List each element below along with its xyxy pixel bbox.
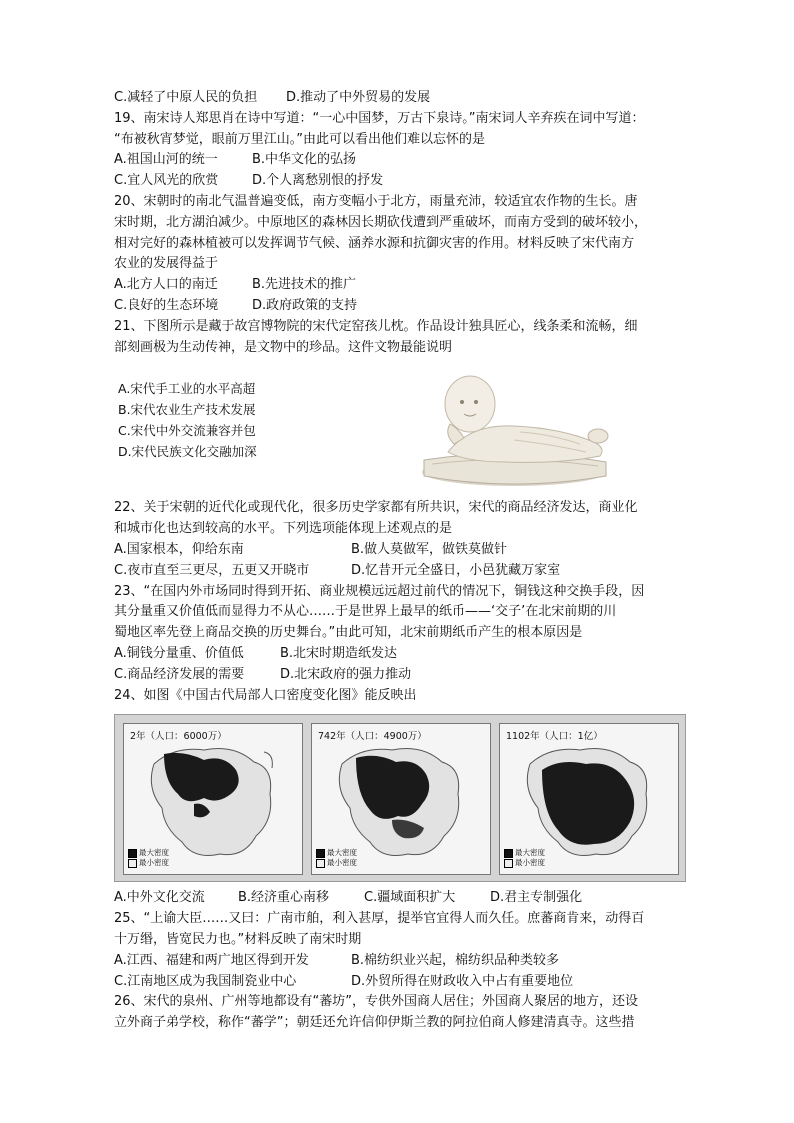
- map-title: 742年（人口：4900万）: [316, 727, 429, 748]
- q19-option-d: D.个人离愁别恨的抒发: [252, 173, 384, 189]
- q20-options-cd: [114, 296, 686, 317]
- legend-min-swatch: [128, 859, 137, 868]
- q18-option-c: C.减轻了中原人民的负担: [114, 90, 258, 105]
- q24-option-c: C.疆域面积扩大: [364, 890, 456, 906]
- q19-option-a: A.祖国山河的统一: [114, 152, 218, 168]
- q21-option-b: B.宋代农业生产技术发展: [118, 402, 256, 418]
- q20-options-ab: [114, 275, 686, 296]
- q22-option-d: D.忆昔开元全盛日，小邑犹藏万家室: [351, 562, 561, 578]
- legend-min-swatch: [504, 859, 513, 868]
- legend-min-swatch: [316, 859, 325, 868]
- q19-option-b: B.中华文化的弘扬: [252, 152, 357, 168]
- q23-option-a: A.铜钱分量重、价值低: [114, 645, 244, 661]
- q19-options-ab: [114, 150, 686, 171]
- q26-stem-line2: 立外商子弟学校，称作“蕃学”；朝廷还允许信仰伊斯兰教的阿拉伯商人修建清真寺。这些措: [114, 1015, 635, 1031]
- q25-option-d: D.外贸所得在财政收入中占有重要地位: [351, 973, 574, 989]
- q19-stem-line1: 19、南宋诗人郑思肖在诗中写道：“一心中国梦，万古下泉诗。”南宋词人辛弃疾在词中写道：: [114, 110, 645, 126]
- q21-option-d: D.宋代民族文化交融加深: [118, 444, 257, 460]
- q22-option-c: C.夜市直至三更尽，五更又开晓市: [114, 562, 310, 578]
- q21-stem-line1: 21、下图所示是藏于故宫博物院的宋代定窑孩儿枕。作品设计独具匠心，线条柔和流畅，细: [114, 318, 638, 334]
- legend-max-swatch: [316, 849, 325, 858]
- q25-options-ab: [114, 951, 686, 972]
- question-content: [114, 88, 686, 1034]
- map-legend: 最大密度 最小密度: [504, 848, 545, 868]
- q23-option-b: B.北宋时期造纸发达: [280, 645, 398, 661]
- q18-option-d: D.推动了中外贸易的发展: [286, 90, 431, 105]
- population-density-maps: [114, 714, 686, 882]
- q23-stem-line3: 蜀地区率先登上商品交换的历史舞台。”由此可知，北宋前期纸币产生的根本原因是: [114, 625, 583, 641]
- q20-stem-line4: 农业的发展得益于: [114, 256, 219, 272]
- q25-option-c: C.江南地区成为我国制瓷业中心: [114, 973, 297, 989]
- legend-max-swatch: [504, 849, 513, 858]
- q23-options-cd: [114, 665, 686, 686]
- q21-option-c: C.宋代中外交流兼容并包: [118, 423, 256, 439]
- q25-stem-line2: 十万缗，皆宽民力也。”材料反映了南宋时期: [114, 931, 362, 947]
- q24-option-d: D.君主专制强化: [490, 890, 583, 906]
- q25-option-a: A.江西、福建和两广地区得到开发: [114, 952, 309, 968]
- q19-stem-line2: “布被秋宵梦觉，眼前万里江山。”由此可以看出他们难以忘怀的是: [114, 131, 485, 147]
- q22-option-a: A.国家根本，仰给东南: [114, 541, 244, 557]
- map-legend: 最大密度 最小密度: [128, 848, 169, 868]
- legend-max-swatch: [128, 849, 137, 858]
- q22-stem-line2: 和城市化也达到较高的水平。下列选项能体现上述观点的是: [114, 521, 453, 537]
- map-year-1102: [499, 723, 679, 875]
- q23-option-d: D.北宋政府的强力推动: [280, 666, 412, 682]
- q22-option-b: B.做人莫做军，做铁莫做针: [351, 541, 508, 557]
- q22-options-cd: [114, 561, 686, 582]
- q20-option-d: D.政府政策的支持: [252, 297, 358, 313]
- q20-stem-line2: 宋时期，北方湖泊减少。中原地区的森林因长期砍伐遭到严重破坏，而南方受到的破坏较小，: [114, 214, 648, 230]
- q20-stem-line3: 相对完好的森林植被可以发挥调节气候、涵养水源和抗御灾害的作用。材料反映了宋代南方: [114, 235, 635, 251]
- map-year-2: [123, 723, 303, 875]
- q22-stem-line1: 22、关于宋朝的近代化或现代化，很多历史学家都有所共识，宋代的商品经济发达，商业化: [114, 500, 638, 516]
- q20-stem-line1: 20、宋朝时的南北气温普遍变低，南方变幅小于北方，雨量充沛，较适宜农作物的生长。唐: [114, 193, 638, 209]
- q18-options-cd: [114, 88, 686, 109]
- q24-stem: 24、如图《中国古代局部人口密度变化图》能反映出: [114, 687, 417, 703]
- q19-option-c: C.宜人风光的欣赏: [114, 173, 219, 189]
- q25-options-cd: [114, 972, 686, 993]
- q20-option-c: C.良好的生态环境: [114, 297, 219, 313]
- q21-options: [118, 378, 257, 462]
- q24-option-a: A.中外文化交流: [114, 890, 205, 906]
- map-title: 1102年（人口：1亿）: [504, 727, 605, 748]
- q23-stem-line2: 其分量重又价值低而显得力不从心……于是世界上最早的纸币——‘交子’在北宋前期的川: [114, 604, 617, 620]
- q20-option-a: A.北方人口的南迁: [114, 277, 218, 293]
- q21-stem-line2: 部刻画极为生动传神，是文物中的珍品。这件文物最能说明: [114, 339, 453, 355]
- q20-option-b: B.先进技术的推广: [252, 277, 357, 293]
- q19-options-cd: [114, 171, 686, 192]
- q25-option-b: B.棉纺织业兴起，棉纺织品种类较多: [351, 952, 560, 968]
- q22-options-ab: [114, 540, 686, 561]
- map-title: 2年（人口：6000万）: [128, 727, 229, 748]
- q23-stem-line1: 23、“在国内外市场同时得到开拓、商业规模远远超过前代的情况下，铜钱这种交换手段，因: [114, 583, 645, 599]
- map-legend: 最大密度 最小密度: [316, 848, 357, 868]
- q23-option-c: C.商品经济发展的需要: [114, 666, 245, 682]
- q26-stem-line1: 26、宋代的泉州、广州等地都设有“蕃坊”，专供外国商人居住；外国商人聚居的地方，还设: [114, 994, 639, 1010]
- q21-image-row: [114, 364, 686, 496]
- q24-options: [114, 888, 686, 909]
- q21-option-a: A.宋代手工业的水平高超: [118, 381, 256, 397]
- q23-options-ab: [114, 644, 686, 665]
- map-year-742: [311, 723, 491, 875]
- ding-kiln-child-pillow-image: [410, 364, 634, 494]
- q24-option-b: B.经济重心南移: [238, 890, 330, 906]
- q25-stem-line1: 25、“上谕大臣……又曰：广南市舶，利入甚厚，提举官宜得人而久任。庶蕃商肯来，动得百: [114, 911, 645, 927]
